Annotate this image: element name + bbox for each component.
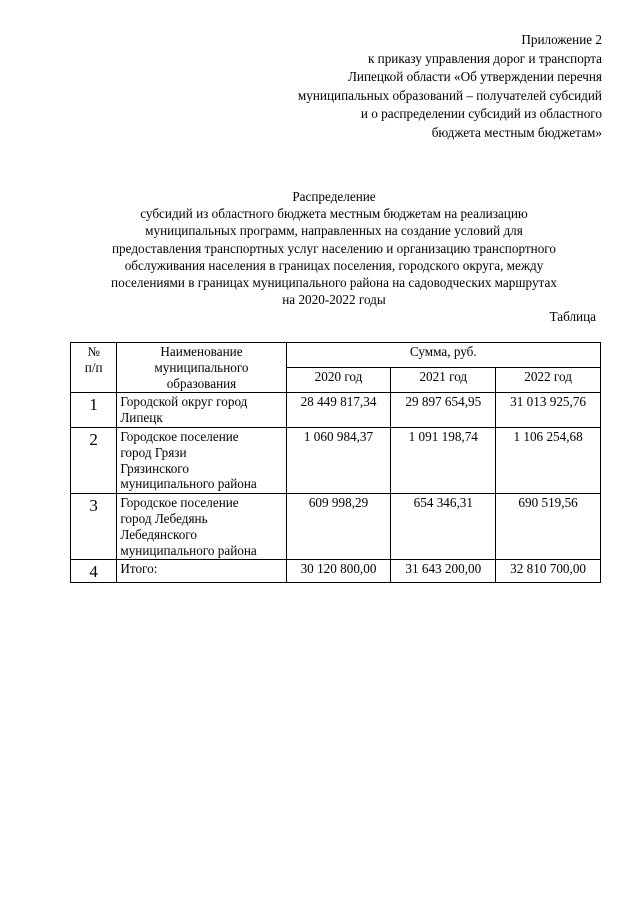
header-year: 2022 год [496, 368, 601, 393]
row-value: 30 120 800,00 [286, 560, 391, 583]
title-line: на 2020-2022 годы [282, 292, 386, 308]
header-name-line: образования [166, 375, 237, 391]
header-name-line: Наименование [160, 344, 243, 359]
header-line: Приложение 2 [521, 32, 602, 47]
table-total-row [71, 560, 601, 583]
header-num-line: п/п [84, 359, 103, 375]
title-line: субсидий из областного бюджета местным бюджетам на реализацию [140, 206, 528, 222]
row-number: 3 [71, 494, 117, 560]
subsidy-table [70, 342, 601, 583]
row-value: 690 519,56 [496, 494, 601, 560]
row-value: 609 998,29 [286, 494, 391, 560]
header-line: Липецкой области «Об утверждении перечня [347, 69, 602, 84]
row-value: 31 013 925,76 [496, 393, 601, 428]
row-name [117, 393, 286, 428]
row-name-line: муниципального района [120, 542, 257, 558]
row-value: 1 060 984,37 [286, 427, 391, 493]
row-name-line: муниципального района [120, 476, 257, 492]
row-name-line: Липецк [120, 410, 163, 426]
header-line: и о распределении субсидий из областного [360, 106, 602, 121]
row-name-line: Городской округ город [120, 394, 248, 410]
table-row [71, 393, 601, 428]
title-line: муниципальных программ, направленных на создание условий для [145, 223, 523, 239]
row-number: 4 [71, 560, 117, 583]
title-line: поселениями в границах муниципального района на садоводческих маршрутах [111, 275, 557, 291]
header-name [117, 343, 286, 393]
table-header-row [71, 343, 601, 368]
document-title [60, 188, 608, 308]
title-heading: Распределение [292, 189, 376, 204]
row-name [117, 427, 286, 493]
header-year: 2021 год [391, 368, 496, 393]
table-label: Таблица [549, 309, 596, 324]
row-name-line: город Лебедянь [120, 510, 208, 526]
row-number: 1 [71, 393, 117, 428]
row-name-line: Городское поселение [120, 428, 239, 444]
row-name-line: Итого: [120, 561, 158, 577]
header-line: муниципальных образований – получателей субсидий [297, 87, 602, 103]
row-value: 31 643 200,00 [391, 560, 496, 583]
row-name-line: город Грязи [120, 444, 187, 460]
table-row [71, 427, 601, 493]
header-name-line: муниципального [154, 359, 249, 375]
row-value: 29 897 654,95 [391, 393, 496, 428]
row-name-line: Грязинского [120, 460, 189, 476]
row-name-line: Городское поселение [120, 495, 239, 511]
title-line: предоставления транспортных услуг населению и организацию транспортного [112, 240, 556, 256]
header-line: бюджета местным бюджетам» [431, 124, 602, 140]
header-line: к приказу управления дорог и транспорта [367, 50, 602, 66]
title-line: обслуживания населения в границах поселения, городского округа, между [124, 257, 544, 273]
row-value: 32 810 700,00 [496, 560, 601, 583]
row-value: 28 449 817,34 [286, 393, 391, 428]
header-num-line: № [87, 344, 100, 359]
header-num [71, 343, 117, 393]
row-name-line: Лебедянского [120, 526, 197, 542]
row-name [117, 560, 286, 583]
header-year: 2020 год [286, 368, 391, 393]
row-value: 654 346,31 [391, 494, 496, 560]
table-row [71, 494, 601, 560]
row-number: 2 [71, 427, 117, 493]
header-sum: Сумма, руб. [286, 343, 600, 368]
appendix-header [298, 31, 602, 142]
row-name [117, 494, 286, 560]
row-value: 1 106 254,68 [496, 427, 601, 493]
row-value: 1 091 198,74 [391, 427, 496, 493]
